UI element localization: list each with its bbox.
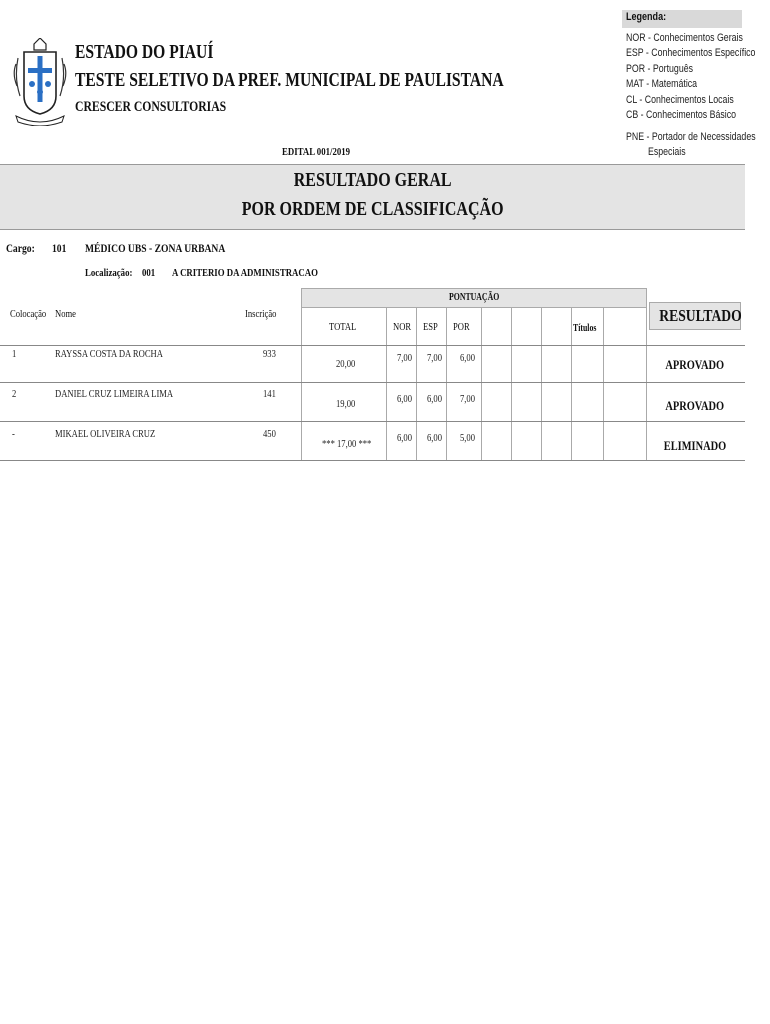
- col-esp: ESP: [423, 321, 438, 333]
- col-inscricao: Inscrição: [245, 308, 277, 320]
- legend-item: PNE - Portador de Necessidades: [626, 131, 756, 143]
- grid-line: [481, 308, 482, 460]
- company-name: CRESCER CONSULTORIAS: [75, 99, 227, 115]
- legend-item: MAT - Matemática: [626, 78, 698, 90]
- legend-item: NOR - Conhecimentos Gerais: [626, 32, 743, 44]
- col-colocacao: Colocação: [10, 308, 47, 320]
- grid-line: [416, 308, 417, 460]
- cargo-label: Cargo:: [6, 241, 35, 255]
- legend-item: POR - Português: [626, 63, 694, 75]
- row1-por: 6,00: [460, 352, 476, 364]
- col-titulos: Títulos: [573, 323, 597, 334]
- row-separator: [0, 460, 745, 461]
- col-nor: NOR: [393, 321, 412, 333]
- legend-title: Legenda:: [626, 11, 667, 23]
- row1-nor: 7,00: [397, 352, 413, 364]
- banner-title: RESULTADO GERAL: [293, 169, 452, 191]
- pontuacao-header: PONTUAÇÃO: [449, 292, 500, 303]
- grid-line: [386, 308, 387, 460]
- row1-resultado: APROVADO: [665, 357, 725, 372]
- exam-title: TESTE SELETIVO DA PREF. MUNICIPAL DE PAULISTANA: [75, 69, 504, 91]
- legend-item: ESP - Conhecimentos Específico: [626, 47, 756, 59]
- row1-inscricao: 933: [263, 348, 276, 360]
- grid-line: [511, 308, 512, 460]
- row-separator: [0, 382, 745, 383]
- state-title: ESTADO DO PIAUÍ: [75, 41, 214, 63]
- grid-line: [301, 346, 302, 460]
- row1-nome: RAYSSA COSTA DA ROCHA: [55, 348, 163, 360]
- row3-inscricao: 450: [263, 428, 276, 440]
- row2-esp: 6,00: [427, 393, 443, 405]
- grid-line: [446, 308, 447, 460]
- cargo-code: 101: [52, 241, 67, 255]
- legend-item: Especiais: [648, 146, 686, 158]
- col-por: POR: [453, 321, 470, 333]
- row1-colocacao: 1: [12, 348, 17, 360]
- row1-total: 20,00: [336, 358, 356, 370]
- grid-line: [541, 308, 542, 460]
- row2-colocacao: 2: [12, 388, 17, 400]
- grid-line: [603, 308, 604, 460]
- row2-resultado: APROVADO: [665, 398, 725, 413]
- localizacao-label: Localização:: [85, 267, 133, 279]
- grid-line: [646, 346, 647, 460]
- edital-number: EDITAL 001/2019: [282, 146, 351, 158]
- row3-esp: 6,00: [427, 432, 443, 444]
- legend-item: CB - Conhecimentos Básico: [626, 109, 737, 121]
- row2-por: 7,00: [460, 393, 476, 405]
- row-separator: [0, 345, 745, 346]
- row3-por: 5,00: [460, 432, 476, 444]
- row2-total: 19,00: [336, 398, 356, 410]
- banner-subtitle: POR ORDEM DE CLASSIFICAÇÃO: [241, 198, 504, 220]
- row3-resultado: ELIMINADO: [663, 438, 727, 453]
- row3-colocacao: -: [12, 428, 15, 440]
- municipal-coat-of-arms-icon: [12, 38, 68, 126]
- row2-nome: DANIEL CRUZ LIMEIRA LIMA: [55, 388, 174, 400]
- row1-esp: 7,00: [427, 352, 443, 364]
- grid-line: [571, 308, 572, 460]
- legend-item: CL - Conhecimentos Locais: [626, 94, 734, 106]
- resultado-header: RESULTADO: [659, 306, 742, 325]
- localizacao-name: A CRITERIO DA ADMINISTRACAO: [172, 267, 318, 279]
- cargo-name: MÉDICO UBS - ZONA URBANA: [85, 241, 226, 255]
- row-separator: [0, 421, 745, 422]
- row3-nome: MIKAEL OLIVEIRA CRUZ: [55, 428, 156, 440]
- col-total: TOTAL: [329, 321, 357, 333]
- localizacao-code: 001: [142, 267, 156, 279]
- row3-total: *** 17,00 ***: [322, 438, 372, 450]
- col-nome: Nome: [55, 308, 76, 320]
- row3-nor: 6,00: [397, 432, 413, 444]
- row2-nor: 6,00: [397, 393, 413, 405]
- row2-inscricao: 141: [263, 388, 276, 400]
